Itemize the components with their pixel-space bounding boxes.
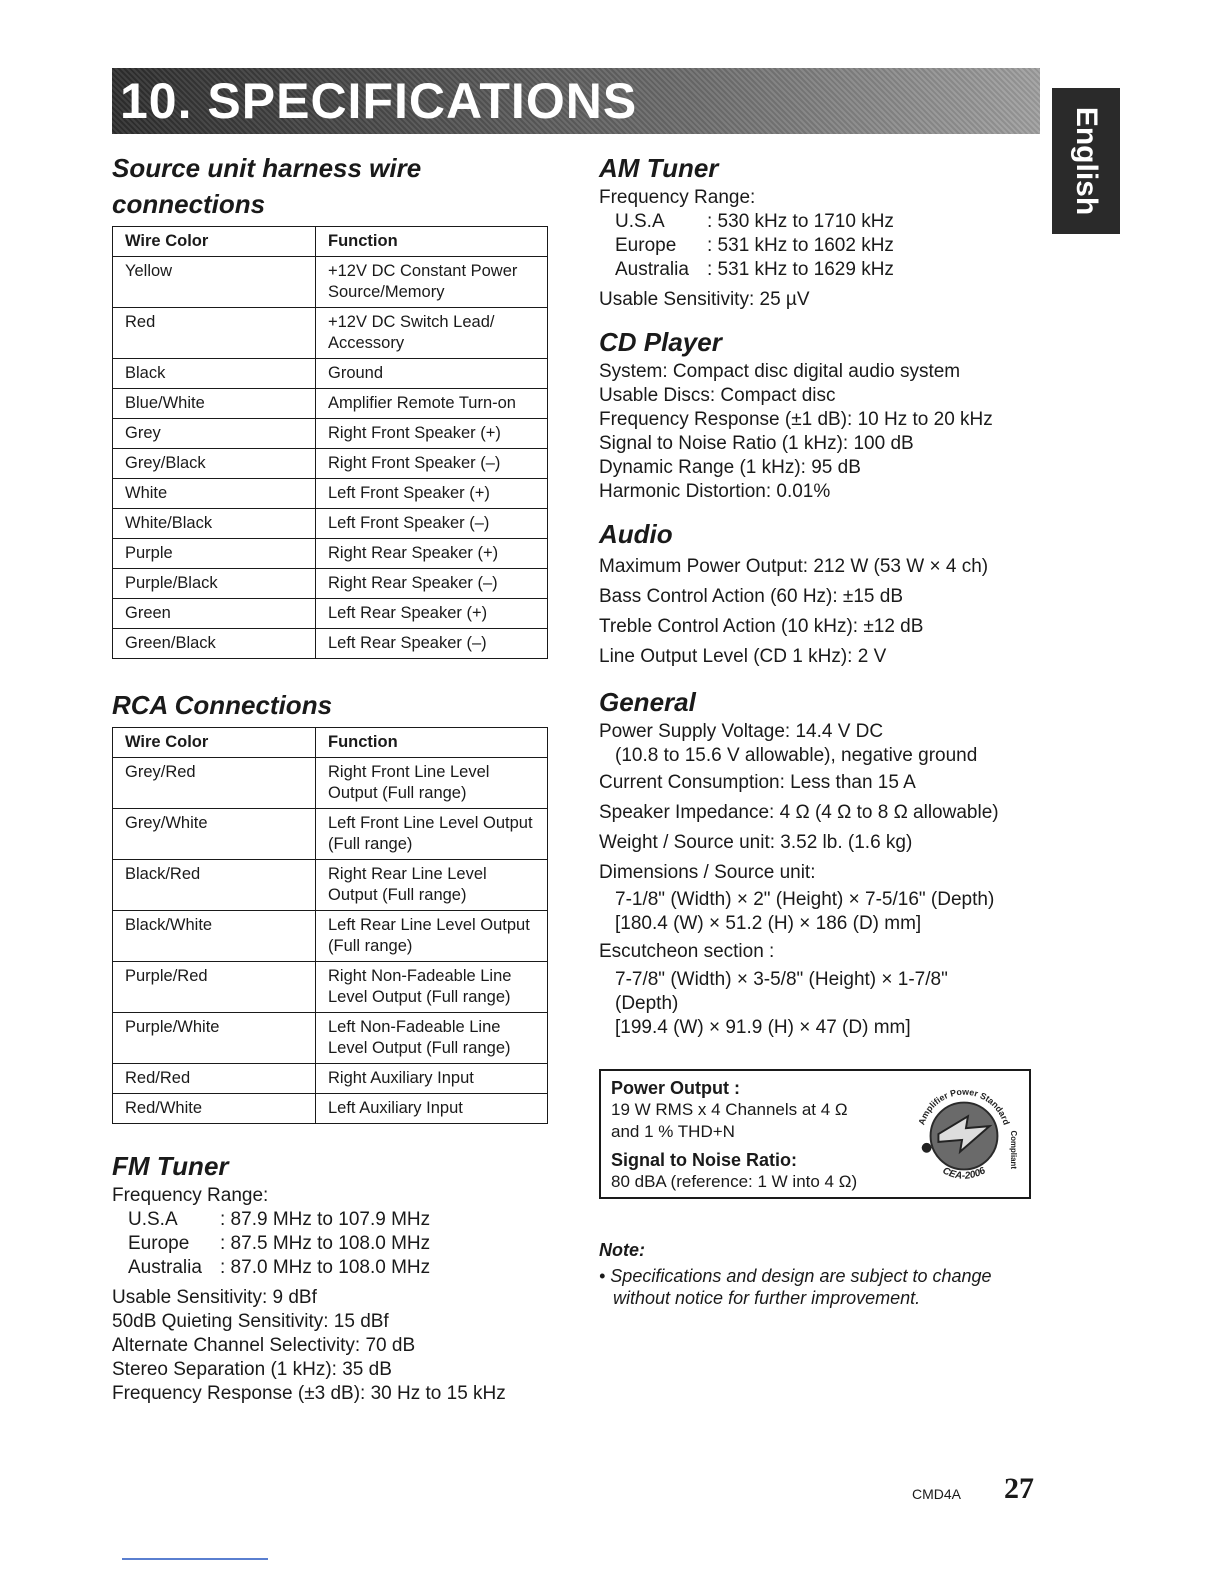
- harness-table: [112, 226, 548, 659]
- section-banner: [112, 68, 1040, 134]
- note-block: [599, 1240, 1039, 1309]
- cd-snr: Signal to Noise Ratio (1 kHz): 100 dB: [599, 433, 914, 454]
- wire-color-cell: Purple/White: [113, 1013, 316, 1064]
- wire-color-cell: Green/Black: [113, 629, 316, 659]
- fm-specs: [112, 1286, 552, 1406]
- am-title: AM Tuner: [599, 153, 719, 183]
- fm-channel-selectivity: Alternate Channel Selectivity: 70 dB: [112, 1335, 416, 1356]
- wire-color-cell: Purple/Red: [113, 962, 316, 1013]
- rca-title: RCA Connections: [112, 690, 333, 720]
- power-output-label: Power Output :: [611, 1078, 740, 1098]
- harness-col-wire: Wire Color: [113, 227, 316, 257]
- general-esc-imperial: 7-7/8" (Width) × 3-5/8" (Height) × 1-7/8": [615, 969, 948, 990]
- table-row: [113, 308, 548, 359]
- wire-color-cell: Black/White: [113, 911, 316, 962]
- table-row: [113, 257, 548, 308]
- wire-color-cell: Yellow: [113, 257, 316, 308]
- general-impedance: Speaker Impedance: 4 Ω (4 Ω to 8 Ω allowable): [599, 802, 999, 823]
- fm-freq-label: Frequency Range:: [112, 1185, 269, 1206]
- cd-system: System: Compact disc digital audio system: [599, 361, 961, 382]
- am-usable-sensitivity: Usable Sensitivity: 25 µV: [599, 289, 810, 310]
- wire-color-cell: White: [113, 479, 316, 509]
- function-cell: Right Front Line Level Output (Full range): [316, 758, 548, 809]
- general-dim-metric: [180.4 (W) × 51.2 (H) × 186 (D) mm]: [615, 913, 922, 934]
- table-row: [113, 509, 548, 539]
- harness-title: Source unit harness wire connections: [112, 153, 422, 219]
- wire-color-cell: Grey: [113, 419, 316, 449]
- function-cell: Left Rear Line Level Output (Full range): [316, 911, 548, 962]
- general-esc-metric: [199.4 (W) × 91.9 (H) × 47 (D) mm]: [615, 1017, 911, 1038]
- fm-region-usa: [128, 1208, 552, 1232]
- audio-max-power: Maximum Power Output: 212 W (53 W × 4 ch): [599, 556, 989, 577]
- power-output-box: [599, 1069, 1031, 1199]
- wire-color-cell: Grey/Red: [113, 758, 316, 809]
- rca-table: [112, 727, 548, 1124]
- table-row: [113, 962, 548, 1013]
- right-column: [599, 150, 1039, 1040]
- audio-line-output: Line Output Level (CD 1 kHz): 2 V: [599, 646, 887, 667]
- wire-color-cell: Black/Red: [113, 860, 316, 911]
- wire-color-cell: Red/White: [113, 1094, 316, 1124]
- wire-color-cell: Black: [113, 359, 316, 389]
- fm-title: FM Tuner: [112, 1151, 229, 1181]
- bottom-rule: [122, 1558, 268, 1560]
- function-cell: Right Rear Line Level Output (Full range): [316, 860, 548, 911]
- fm-region-name: U.S.A: [128, 1209, 178, 1230]
- power-output-line1: 19 W RMS x 4 Channels at 4 Ω: [611, 1100, 848, 1119]
- cea-compliance-logo-icon: [905, 1077, 1023, 1195]
- wire-color-cell: Green: [113, 599, 316, 629]
- rca-col-function: Function: [316, 728, 548, 758]
- function-cell: +12V DC Constant Power Source/Memory: [316, 257, 548, 308]
- general-current: Current Consumption: Less than 15 A: [599, 772, 916, 793]
- note-title: Note:: [599, 1240, 645, 1260]
- wire-color-cell: Purple: [113, 539, 316, 569]
- model-code: CMD4A: [912, 1486, 962, 1502]
- function-cell: Right Front Speaker (–): [316, 449, 548, 479]
- am-region-usa: [615, 210, 1039, 234]
- language-tab: [1052, 88, 1120, 234]
- language-tab-label: English: [1070, 106, 1103, 216]
- function-cell: Right Non-Fadeable Line Level Output (Full range): [316, 962, 548, 1013]
- function-cell: Amplifier Remote Turn-on: [316, 389, 548, 419]
- fm-region-australia: [128, 1256, 552, 1280]
- am-region-range: : 530 kHz to 1710 kHz: [707, 211, 894, 232]
- am-freq-label: Frequency Range:: [599, 187, 756, 208]
- wire-color-cell: Red/Red: [113, 1064, 316, 1094]
- fm-quieting-sensitivity: 50dB Quieting Sensitivity: 15 dBf: [112, 1311, 389, 1332]
- table-row: [113, 389, 548, 419]
- function-cell: Left Front Speaker (–): [316, 509, 548, 539]
- general-esc-label: Escutcheon section :: [599, 941, 775, 962]
- table-row: [113, 911, 548, 962]
- table-row: [113, 449, 548, 479]
- fm-region-range: : 87.5 MHz to 108.0 MHz: [220, 1233, 431, 1254]
- cd-title: CD Player: [599, 327, 722, 357]
- general-voltage-sub: (10.8 to 15.6 V allowable), negative ground: [615, 745, 978, 766]
- general-esc-depth: (Depth): [615, 993, 679, 1014]
- wire-color-cell: Red: [113, 308, 316, 359]
- am-region-range: : 531 kHz to 1602 kHz: [707, 235, 894, 256]
- snr-label: Signal to Noise Ratio:: [611, 1150, 798, 1170]
- general-weight: Weight / Source unit: 3.52 lb. (1.6 kg): [599, 832, 913, 853]
- audio-treble: Treble Control Action (10 kHz): ±12 dB: [599, 616, 924, 637]
- note-item: • Specifications and design are subject to change without notice for further improvement.: [599, 1266, 992, 1308]
- wire-color-cell: Purple/Black: [113, 569, 316, 599]
- rca-col-wire: Wire Color: [113, 728, 316, 758]
- table-row: [113, 539, 548, 569]
- fm-region-name: Australia: [128, 1257, 202, 1278]
- fm-usable-sensitivity: Usable Sensitivity: 9 dBf: [112, 1287, 317, 1308]
- function-cell: Right Rear Speaker (–): [316, 569, 548, 599]
- wire-color-cell: Blue/White: [113, 389, 316, 419]
- wire-color-cell: Grey/White: [113, 809, 316, 860]
- wire-color-cell: Grey/Black: [113, 449, 316, 479]
- audio-bass: Bass Control Action (60 Hz): ±15 dB: [599, 586, 904, 607]
- function-cell: Left Rear Speaker (+): [316, 599, 548, 629]
- fm-region-range: : 87.9 MHz to 107.9 MHz: [220, 1209, 431, 1230]
- function-cell: Left Auxiliary Input: [316, 1094, 548, 1124]
- general-title: General: [599, 687, 696, 717]
- cea-logo-bottom-text: CEA-2006: [940, 1165, 988, 1182]
- table-row: [113, 419, 548, 449]
- table-row: [113, 758, 548, 809]
- cd-harmonic-distortion: Harmonic Distortion: 0.01%: [599, 481, 831, 502]
- table-row: [113, 359, 548, 389]
- fm-region-europe: [128, 1232, 552, 1256]
- am-region-name: Europe: [615, 235, 677, 256]
- am-regions: [599, 210, 1039, 282]
- function-cell: Left Rear Speaker (–): [316, 629, 548, 659]
- table-row: [113, 569, 548, 599]
- cea-logo-top-text: Amplifier Power Standard: [916, 1086, 1012, 1127]
- function-cell: Left Front Speaker (+): [316, 479, 548, 509]
- table-row: [113, 809, 548, 860]
- function-cell: Left Front Line Level Output (Full range): [316, 809, 548, 860]
- fm-stereo-separation: Stereo Separation (1 kHz): 35 dB: [112, 1359, 392, 1380]
- general-dim-label: Dimensions / Source unit:: [599, 862, 816, 883]
- fm-region-name: Europe: [128, 1233, 190, 1254]
- wire-color-cell: White/Black: [113, 509, 316, 539]
- function-cell: +12V DC Switch Lead/ Accessory: [316, 308, 548, 359]
- function-cell: Right Rear Speaker (+): [316, 539, 548, 569]
- page-number: 27: [1004, 1472, 1034, 1505]
- fm-region-range: : 87.0 MHz to 108.0 MHz: [220, 1257, 431, 1278]
- general-voltage: Power Supply Voltage: 14.4 V DC: [599, 721, 884, 742]
- harness-col-function: Function: [316, 227, 548, 257]
- table-row: [113, 1094, 548, 1124]
- am-region-europe: [615, 234, 1039, 258]
- power-output-line2: and 1 % THD+N: [611, 1122, 735, 1141]
- cea-logo-side-text: Compliant: [1009, 1130, 1019, 1169]
- cd-usable-discs: Usable Discs: Compact disc: [599, 385, 836, 406]
- function-cell: Right Front Speaker (+): [316, 419, 548, 449]
- am-region-name: U.S.A: [615, 211, 665, 232]
- general-dim-imperial: 7-1/8" (Width) × 2" (Height) × 7-5/16" (Depth): [615, 889, 995, 910]
- am-region-name: Australia: [615, 259, 689, 280]
- function-cell: Ground: [316, 359, 548, 389]
- am-region-australia: [615, 258, 1039, 282]
- fm-regions: [112, 1208, 552, 1280]
- table-row: [113, 860, 548, 911]
- function-cell: Right Auxiliary Input: [316, 1064, 548, 1094]
- cd-frequency-response: Frequency Response (±1 dB): 10 Hz to 20 kHz: [599, 409, 993, 430]
- cd-dynamic-range: Dynamic Range (1 kHz): 95 dB: [599, 457, 861, 478]
- left-column: [112, 150, 552, 1406]
- am-region-range: : 531 kHz to 1629 kHz: [707, 259, 894, 280]
- table-row: [113, 599, 548, 629]
- audio-title: Audio: [599, 519, 673, 549]
- table-row: [113, 479, 548, 509]
- snr-value: 80 dBA (reference: 1 W into 4 Ω): [611, 1172, 858, 1191]
- table-row: [113, 1064, 548, 1094]
- table-row: [113, 629, 548, 659]
- page-title: 10. SPECIFICATIONS: [120, 73, 638, 129]
- function-cell: Left Non-Fadeable Line Level Output (Full range): [316, 1013, 548, 1064]
- fm-frequency-response: Frequency Response (±3 dB): 30 Hz to 15 kHz: [112, 1383, 506, 1404]
- table-row: [113, 1013, 548, 1064]
